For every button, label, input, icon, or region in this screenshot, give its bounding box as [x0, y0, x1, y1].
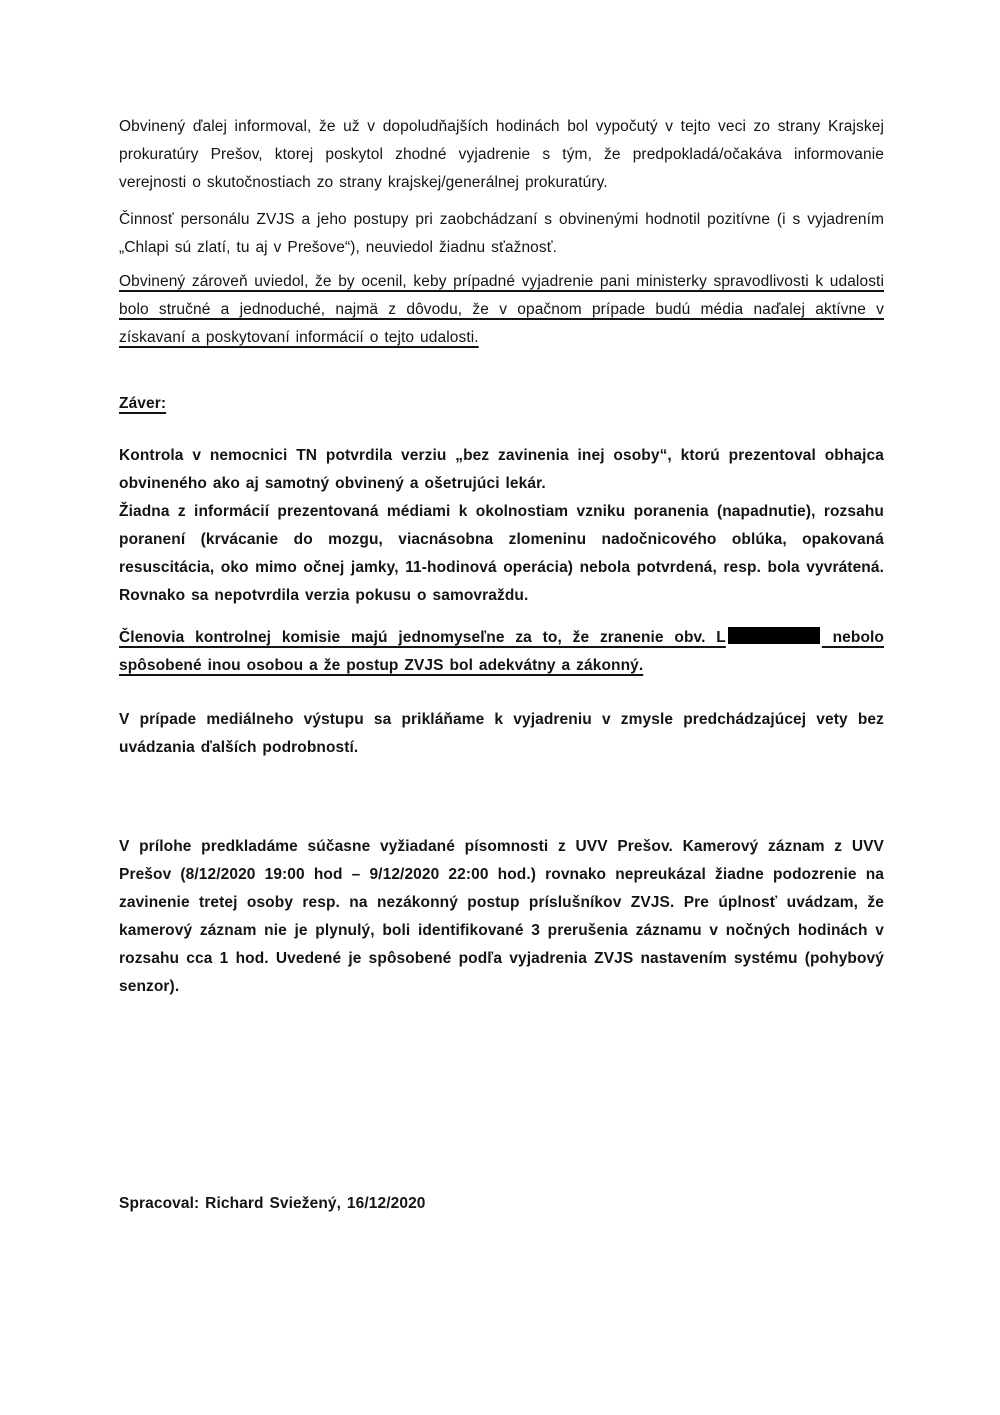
conclusion-text-after-redaction: nebolo spôsobené inou osobou a že postup ZVJS bol adekvátny a zákonný.	[119, 629, 884, 674]
paragraph-media-claims-refuted: Žiadna z informácií prezentovaná médiami k okolnostiam vzniku poranenia (napadnutie), rozsahu poranení (krvácanie do mozgu, viacnásobna zlomeninu nadočnicového oblúka, opakovaná resuscitácia, oko mimo očnej jamky, 11-hodinová operácia) nebola potvrdená, resp. bola vyvrátená. Rovnako sa nepotvrdila verzia pokusu o samovraždu.	[119, 503, 884, 604]
paragraph-zvjs-conduct: Činnosť personálu ZVJS a jeho postupy pri zaobchádzaní s obvinenými hodnotil pozitívne (i s vyjadrením „Chlapi sú zlatí, tu aj v Prešove“), neuviedol žiadnu sťažnosť.	[119, 211, 884, 256]
conclusion-text-before-redaction: Členovia kontrolnej komisie majú jednomyseľne za to, že zranenie obv. L	[119, 629, 726, 646]
redaction-bar	[728, 627, 820, 644]
author-date-line: Spracoval: Richard Sviežený, 16/12/2020	[119, 1195, 426, 1212]
paragraph-commission-conclusion	[119, 624, 884, 680]
paragraph-hospital-check: Kontrola v nemocnici TN potvrdila verziu „bez zavinenia inej osoby“, ktorú prezentoval obhajca obvineného ako aj samotný obvinený a ošetrujúci lekár.	[119, 447, 884, 492]
paragraph-attachments-camera-record: V prílohe predkladáme súčasne vyžiadané písomnosti z UVV Prešov. Kamerový záznam z UVV Prešov (8/12/2020 19:00 hod – 9/12/2020 22:00 hod.) rovnako nepreukázal žiadne podozrenie na zavinenie tretej osoby resp. na nezákonný postup príslušníkov ZVJS. Pre úplnosť uvádzam, že kamerový záznam nie je plynulý, boli identifikované 3 prerušenia záznamu v nočných hodinách v rozsahu cca 1 hod. Uvedené je spôsobené podľa vyjadrenia ZVJS nastavením systému (pohybový senzor).	[119, 838, 884, 995]
paragraph-interrogation-info: Obvinený ďalej informoval, že už v dopoludňajších hodinách bol vypočutý v tejto veci zo strany Krajskej prokuratúry Prešov, ktorej poskytol zhodné vyjadrenie s tým, že predpokladá/očakáva informovanie verejnosti o skutočnostiach zo strany krajskej/generálnej prokuratúry.	[119, 118, 884, 191]
paragraph-media-output-position: V prípade mediálneho výstupu sa prikláňame k vyjadreniu v zmysle predchádzajúcej vety bez uvádzania ďalších podrobností.	[119, 711, 884, 756]
paragraph-minister-statement: Obvinený zároveň uviedol, že by ocenil, keby prípadné vyjadrenie pani ministerky spravodlivosti k udalosti bolo stručné a jednoduché, najmä z dôvodu, že v opačnom prípade budú média naďalej aktívne v získavaní a poskytovaní informácií o tejto udalosti.	[119, 273, 884, 346]
section-heading-zaver: Záver:	[119, 395, 167, 412]
